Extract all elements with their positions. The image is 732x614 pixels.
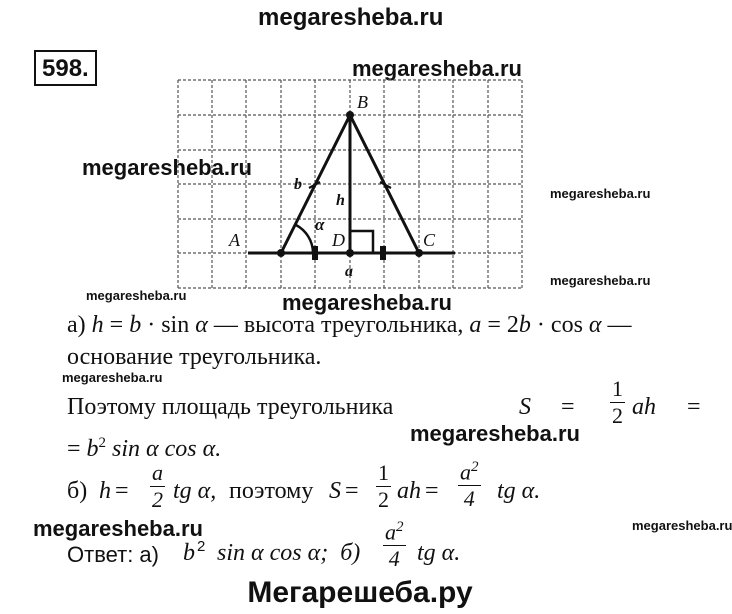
solution-line-1 bbox=[67, 310, 707, 340]
eq-3: = bbox=[425, 478, 439, 504]
sin-text: · sin bbox=[141, 312, 196, 338]
height-text: — высота треугольника, bbox=[207, 312, 470, 338]
therefore-area-text: Поэтому площадь треугольника bbox=[67, 394, 394, 420]
var-b: b bbox=[129, 312, 142, 338]
height-h-label: h bbox=[336, 192, 345, 209]
exponent: 2 bbox=[471, 459, 479, 475]
fraction-one-half-2 bbox=[376, 462, 391, 511]
watermark-right-2: megaresheba.ru bbox=[550, 273, 651, 288]
dash: — bbox=[601, 312, 632, 338]
vertex-b-label: B bbox=[357, 92, 368, 112]
var-ah: ah bbox=[632, 394, 656, 420]
var-alpha: α bbox=[195, 312, 208, 338]
answer-tg: tg α. bbox=[417, 540, 461, 566]
watermark-mid-right: megaresheba.ru bbox=[410, 421, 580, 446]
vertex-b-dot bbox=[346, 111, 354, 119]
eq: = bbox=[103, 312, 130, 338]
var-b2: b bbox=[518, 312, 531, 338]
solution-line-4 bbox=[67, 428, 707, 464]
vertex-c-dot bbox=[415, 249, 423, 257]
var-ah: ah bbox=[397, 478, 421, 504]
fraction-denominator: 2 bbox=[152, 487, 163, 512]
cos-text: · cos bbox=[530, 312, 589, 338]
var-S: S bbox=[519, 394, 531, 420]
tg-alpha: tg α, bbox=[173, 478, 217, 504]
fraction-one-half bbox=[610, 378, 625, 427]
fraction-numerator bbox=[383, 520, 406, 546]
watermark-left-mid: megaresheba.ru bbox=[82, 155, 252, 180]
watermark-left-small: megaresheba.ru bbox=[86, 288, 187, 303]
eq: = bbox=[561, 394, 575, 420]
vertex-c-label: C bbox=[423, 230, 436, 250]
answer-rest: sin α cos α; б) bbox=[211, 540, 367, 566]
var-b: b bbox=[86, 436, 99, 462]
watermark-bottom-left: megaresheba.ru bbox=[33, 516, 203, 541]
exponent: 2 bbox=[197, 538, 206, 555]
part-label-a: а) bbox=[67, 312, 92, 338]
eq: = bbox=[115, 478, 129, 504]
angle-alpha-label: α bbox=[315, 215, 325, 234]
problem-number: 598. bbox=[34, 50, 97, 86]
watermark-top: megaresheba.ru bbox=[258, 4, 444, 31]
solution-line-2: основание треугольника. bbox=[67, 344, 322, 370]
fraction-denominator: 2 bbox=[378, 487, 389, 512]
var-S: S bbox=[329, 478, 341, 504]
eq-2b: = 2 bbox=[481, 312, 519, 338]
right-angle-mark bbox=[350, 231, 373, 253]
var-a: a bbox=[460, 459, 471, 485]
exponent: 2 bbox=[396, 519, 404, 535]
answer-fraction bbox=[383, 520, 406, 570]
vertex-d-label: D bbox=[332, 230, 345, 250]
side-b-label: b bbox=[294, 176, 302, 193]
fraction-denominator: 2 bbox=[612, 403, 623, 428]
solution-line-5 bbox=[67, 459, 707, 516]
vertex-d-dot bbox=[346, 249, 354, 257]
eq: = bbox=[67, 436, 87, 462]
answer-label: Ответ: а) bbox=[67, 542, 159, 567]
watermark-bottom-right: megaresheba.ru bbox=[632, 518, 732, 533]
tick-ad bbox=[312, 246, 318, 260]
watermark-below-figure: megaresheba.ru bbox=[282, 290, 452, 315]
fraction-numerator bbox=[458, 460, 481, 486]
fraction-a2-over-4 bbox=[458, 460, 481, 510]
watermark-left-small-2: megaresheba.ru bbox=[62, 370, 163, 385]
fraction-numerator: a bbox=[152, 460, 163, 485]
watermark-right-1: megaresheba.ru bbox=[550, 186, 651, 201]
fraction-a-over-2 bbox=[150, 462, 165, 511]
fraction-numerator: 1 bbox=[378, 460, 389, 485]
watermark-grid-top: megaresheba.ru bbox=[352, 56, 522, 81]
sin-cos-text: sin α cos α. bbox=[106, 436, 222, 462]
eq-2: = bbox=[345, 478, 359, 504]
therefore-text: поэтому bbox=[217, 478, 326, 504]
footer-brand: Мегарешеба.ру bbox=[247, 576, 473, 609]
var-a: a bbox=[469, 312, 482, 338]
var-b: b bbox=[183, 540, 195, 566]
var-alpha2: α bbox=[588, 312, 602, 338]
tick-dc bbox=[380, 246, 386, 260]
var-h: h bbox=[99, 478, 111, 504]
eq-2: = bbox=[687, 394, 701, 420]
var-h: h bbox=[91, 312, 104, 338]
base-a-label: a bbox=[345, 263, 353, 280]
var-a: a bbox=[385, 519, 396, 545]
part-label-b: б) bbox=[67, 478, 88, 504]
angle-arc bbox=[296, 225, 313, 253]
fraction-denominator: 4 bbox=[463, 486, 475, 512]
vertex-a-label: A bbox=[229, 230, 240, 250]
vertex-a-dot bbox=[277, 249, 285, 257]
fraction-denominator: 4 bbox=[388, 546, 400, 572]
tg-alpha-2: tg α. bbox=[497, 478, 541, 504]
fraction-numerator: 1 bbox=[612, 376, 623, 401]
exponent: 2 bbox=[98, 435, 107, 451]
